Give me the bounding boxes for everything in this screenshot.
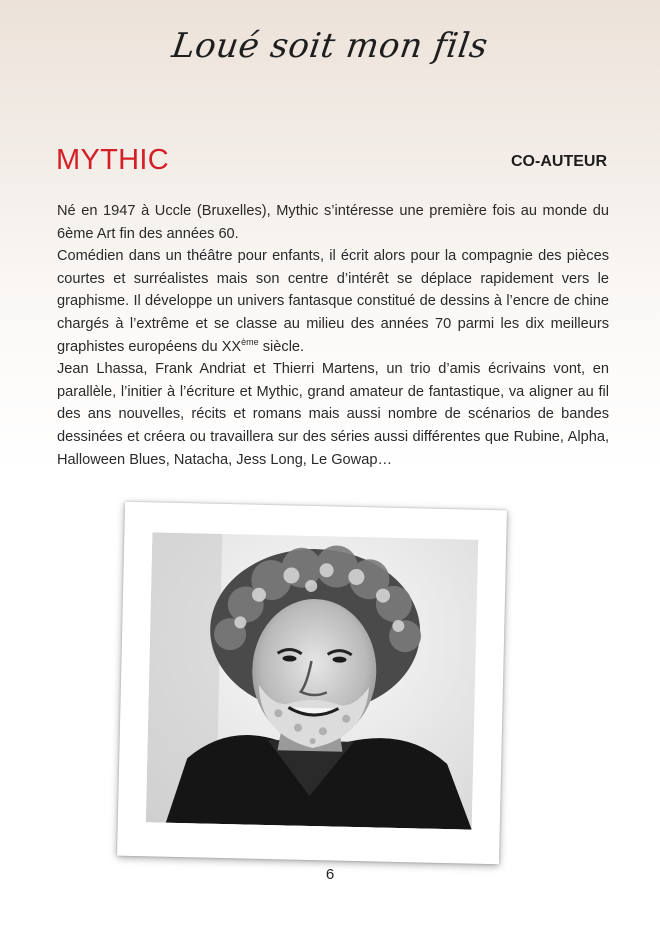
bio-paragraph-2-end: siècle.: [258, 338, 305, 355]
superscript-eme: ème: [241, 336, 259, 347]
bio-paragraph-1: Né en 1947 à Uccle (Bruxelles), Mythic s’intéresse une première fois au monde du 6ème Art fin des années 60.: [57, 203, 609, 242]
bio-paragraph-2-text: Comédien dans un théâtre pour enfants, il écrit alors pour la compagnie des pièces courtes et surréalistes mais son centre d’intérêt se déplace rapidement vers le graphisme. Il développe un univers fantasque constitué de dessins à l’encre de chine chargés à l’extrême et se classe au milieu des années 70 parmi les dix meilleurs graphistes européens du XX: [57, 248, 609, 355]
author-role: CO-AUTEUR: [511, 153, 607, 170]
page-number: 6: [325, 866, 335, 883]
book-title: Loué soit mon fils: [169, 26, 491, 66]
polaroid-frame: [117, 502, 507, 865]
author-biography: [57, 200, 609, 471]
author-name: MYTHIC: [56, 144, 169, 176]
portrait-illustration: [146, 532, 478, 829]
bio-paragraph-3: Jean Lhassa, Frank Andriat et Thierri Martens, un trio d’amis écrivains vont, en parallèle, l’initier à l’écriture et Mythic, grand amateur de fantastique, va aligner au fil des ans nouvelles, récits et romans mais aussi nombre de scénarios de bandes dessinées et créera ou travaillera sur des séries aussi différentes que Rubine, Alpha, Halloween Blues, Natacha, Jess Long, Le Gowap…: [57, 361, 609, 468]
bio-paragraph-2: [57, 245, 609, 358]
author-portrait-photo: [146, 532, 478, 829]
